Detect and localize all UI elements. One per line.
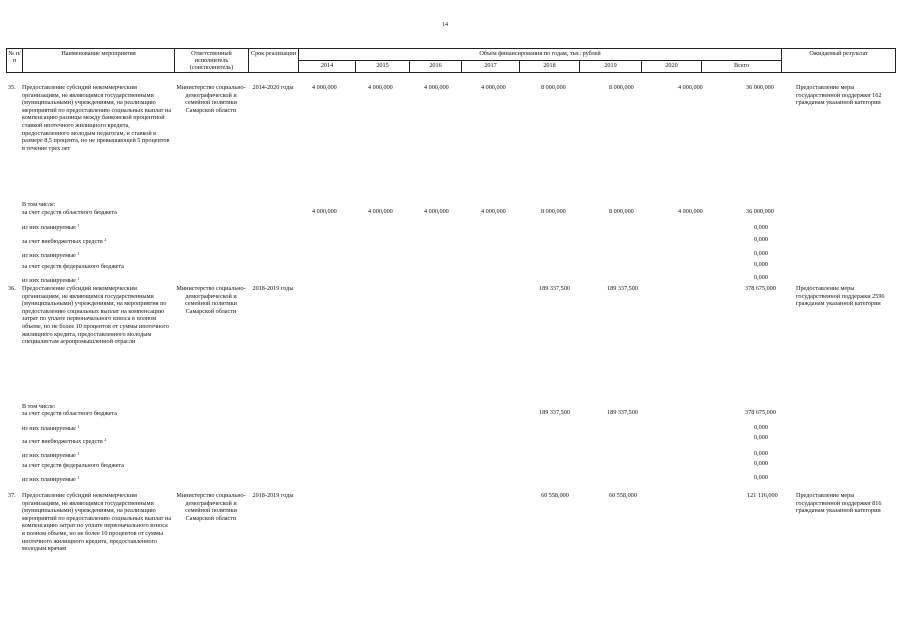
row-term: 2014-2020 годы — [252, 84, 294, 91]
sub-value-total: 0,000 — [754, 274, 768, 281]
sub-value-2017: 4 000,000 — [481, 208, 506, 215]
row-num: 35. — [8, 84, 16, 91]
header-term: Срок реализации — [249, 49, 299, 73]
label-offbudget: за счет внебюджетных средств $^2$ — [22, 437, 107, 445]
row-value-2018: 60 558,000 — [541, 492, 569, 499]
sub-value-2018: 189 337,500 — [539, 409, 570, 416]
sub-value-2016: 4 000,000 — [424, 208, 449, 215]
row-name: Предоставление субсидий некоммерческим организациям, не являющимся государственными (муниципальными) учреждениями, на реализацию мероприятий по предоставлению социальных выплат на компенсацию разницы между банковской процентной ставкой ипотечного жилищного кредита, предоставленного молодым педагогам, и ставкой в размере 8,5 процента, но не превышающей 5 процентов в течение трех лет — [22, 84, 172, 152]
sub-value-2019: 189 337,500 — [607, 409, 638, 416]
header-year: 2016 — [410, 61, 462, 73]
row-num: 36. — [8, 285, 16, 292]
header-year: Всего — [702, 61, 782, 73]
sub-value-total: 36 000,000 — [746, 208, 774, 215]
header-year: 2017 — [462, 61, 520, 73]
row-value-total: 378 675,000 — [745, 285, 776, 292]
header-result: Ожидаемый результат — [782, 49, 896, 73]
header-year: 2019 — [580, 61, 642, 73]
label-planned: из них планируемые $^1$ — [22, 451, 80, 459]
label-regional: за счет средств областного бюджета — [22, 410, 117, 417]
row-value-2019: 60 558,000 — [609, 492, 637, 499]
row-result: Предоставление меры государственной поддержки 162 гражданам указанной категории — [796, 84, 882, 107]
header-name: Наименование мероприятия — [23, 49, 175, 73]
row-value-2019: 8 000,000 — [609, 84, 634, 91]
row-value-2019: 189 337,500 — [607, 285, 638, 292]
sub-value-total: 0,000 — [754, 250, 768, 257]
label-planned: из них планируемые $^1$ — [22, 276, 80, 284]
sub-value-total: 0,000 — [754, 450, 768, 457]
sub-value-total: 378 675,000 — [745, 409, 776, 416]
row-name: Предоставление субсидий некоммерческим организациям, не являющимся государственными (муниципальными) учреждениями, на реализацию мероприятий по предоставлению социальных выплат на компенсацию затрат по уплате первоначального взноса в полном объеме, но не более 10 процентов от суммы ипотечного жилищного кредита, предоставленного молодым врачам — [22, 492, 172, 553]
row-value-2018: 8 000,000 — [541, 84, 566, 91]
row-value-2014: 4 000,000 — [312, 84, 337, 91]
header-year: 2020 — [642, 61, 702, 73]
row-result: Предоставление меры государственной поддержки 816 гражданам указанной категории — [796, 492, 882, 515]
row-result: Предоставление меры государственной поддержки 2590 гражданам указанной категории — [796, 285, 885, 308]
row-value-2016: 4 000,000 — [424, 84, 449, 91]
row-responsible: Министерство социально-демографической и семейной политики Самарской области — [176, 492, 246, 522]
header-year: 2018 — [520, 61, 580, 73]
sub-value-2020: 4 000,000 — [678, 208, 703, 215]
label-regional: за счет средств областного бюджета — [22, 209, 117, 216]
label-planned: из них планируемые $^1$ — [22, 424, 80, 432]
sub-value-total: 0,000 — [754, 460, 768, 467]
label-federal: за счет средств федерального бюджета — [22, 263, 124, 270]
sub-value-total: 0,000 — [754, 261, 768, 268]
sub-value-2015: 4 000,000 — [368, 208, 393, 215]
header-responsible: Ответственный исполнитель (соисполнитель) — [175, 49, 249, 73]
label-offbudget: за счет внебюджетных средств $^2$ — [22, 237, 107, 245]
header-year: 2014 — [299, 61, 356, 73]
label-planned: из них планируемые $^1$ — [22, 475, 80, 483]
sub-value-total: 0,000 — [754, 424, 768, 431]
page-number: 14 — [442, 22, 448, 28]
header-num: № п/п — [7, 49, 23, 73]
sub-value-total: 0,000 — [754, 474, 768, 481]
row-responsible: Министерство социально-демографической и семейной политики Самарской области — [176, 84, 246, 114]
sub-value-2019: 8 000,000 — [609, 208, 634, 215]
row-value-total: 121 116,000 — [747, 492, 778, 499]
label-planned: из них планируемые $^1$ — [22, 251, 80, 259]
sub-value-total: 0,000 — [754, 434, 768, 441]
row-name: Предоставление субсидий некоммерческим организациям, не являющимся государственными (муниципальными) учреждениями, на мероприятия по предоставлению социальных выплат на компенсацию затрат по уплате первоначального взноса в полном объеме, но не более 10 процентов от суммы ипотечного жилищного кредита, предоставленного молодым специалистам агропромышленной отрасли — [22, 285, 169, 346]
row-responsible: Министерство социально-демографической и семейной политики Самарской области — [176, 285, 246, 315]
header-funding: Объем финансирования по годам, тыс. рублей — [299, 49, 782, 61]
row-term: 2018-2019 годы — [252, 285, 294, 292]
table-header — [6, 48, 896, 73]
sub-value-total: 0,000 — [754, 236, 768, 243]
row-value-2017: 4 000,000 — [481, 84, 506, 91]
label-including: В том числе: — [22, 403, 56, 410]
sub-value-2014: 4 000,000 — [312, 208, 337, 215]
row-term: 2018-2019 годы — [252, 492, 294, 499]
header-year: 2015 — [356, 61, 410, 73]
row-num: 37. — [8, 492, 16, 499]
label-planned: из них планируемые $^1$ — [22, 223, 80, 231]
row-value-total: 36 000,000 — [746, 84, 774, 91]
row-value-2015: 4 000,000 — [368, 84, 393, 91]
row-value-2020: 4 000,000 — [678, 84, 703, 91]
sub-value-2018: 8 000,000 — [541, 208, 566, 215]
label-federal: за счет средств федерального бюджета — [22, 462, 124, 469]
label-including: В том числе: — [22, 201, 56, 208]
row-value-2018: 189 337,500 — [539, 285, 570, 292]
sub-value-total: 0,000 — [754, 224, 768, 231]
